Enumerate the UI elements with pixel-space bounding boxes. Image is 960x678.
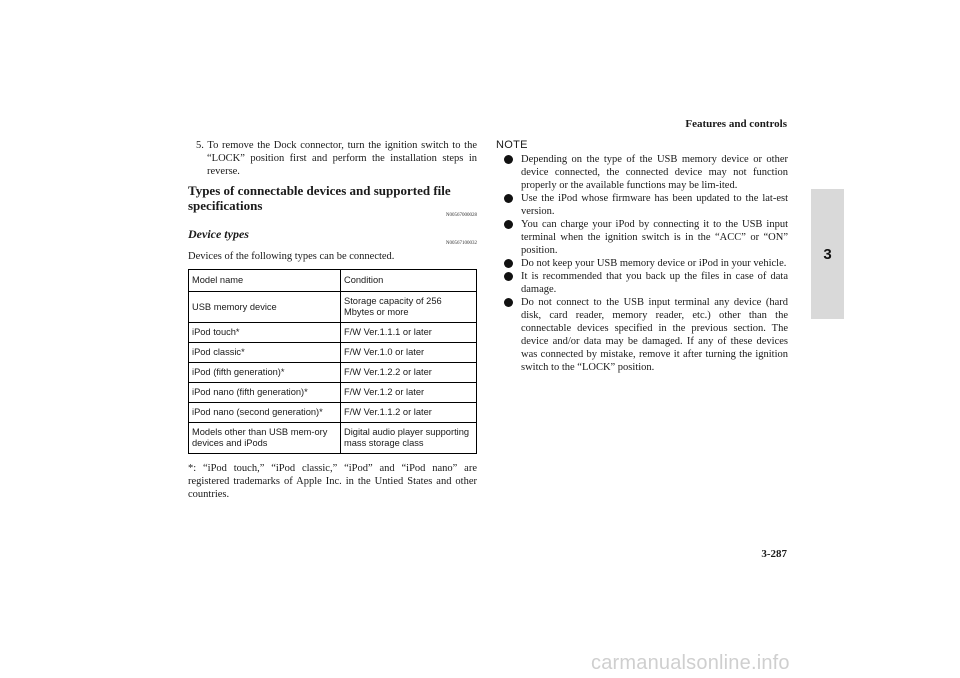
table-row [189,323,477,343]
device-spec-table [188,269,477,454]
list-item [496,270,788,296]
table-row [189,383,477,403]
table-cell-condition: Digital audio player supporting mass storage class [341,423,477,454]
bullet-icon [504,272,513,281]
note-text: Do not keep your USB memory device or iPod in your vehicle. [521,258,787,269]
table-cell-model: iPod (fifth generation)* [189,363,341,383]
page-header-title: Features and controls [685,118,787,130]
table-cell-model: iPod nano (second generation)* [189,403,341,423]
column-header-condition: Condition [341,270,477,292]
note-text: Do not connect to the USB input terminal any device (hard disk, card reader, memory reader, etc.) other than the connectable devices specified in the previous section. The device and/or data may be damaged. If any of these devices was connected by mistake, remove it after turning the ignition switch to the “LOCK” position. [521,297,788,373]
section-title: Types of connectable devices and supported file specifications [188,183,451,213]
table-cell-model: USB memory device [189,292,341,323]
note-text: It is recommended that you back up the files in case of data damage. [521,271,788,295]
note-list [496,153,788,374]
table-row [189,292,477,323]
list-item [496,296,788,374]
left-column [188,139,477,512]
bullet-icon [504,259,513,268]
step-5-text: 5. To remove the Dock connector, turn the ignition switch to the “LOCK” position first and perform the installation steps in reverse. [196,140,477,177]
bullet-icon [504,194,513,203]
table-row [189,403,477,423]
table-cell-condition: F/W Ver.1.1.1 or later [341,323,477,343]
table-cell-condition: F/W Ver.1.1.2 or later [341,403,477,423]
list-item [496,192,788,218]
section-code: N00567000028 [445,213,477,218]
list-item [496,153,788,192]
table-cell-condition: F/W Ver.1.2.2 or later [341,363,477,383]
list-item [496,257,788,270]
watermark: carmanualsonline.info [591,652,790,674]
note-text: You can charge your iPod by connecting it to the USB input terminal when the ignition switch is in the “ACC” or “ON” position. [521,219,788,256]
table-cell-condition: Storage capacity of 256 Mbytes or more [341,292,477,323]
device-types-code: N00567100032 [445,241,477,246]
right-column [496,139,788,374]
column-header-model: Model name [189,270,341,292]
device-types-title: Device types [188,227,249,241]
note-text: Use the iPod whose firmware has been updated to the lat-est version. [521,193,788,217]
table-cell-model: Models other than USB mem-ory devices and iPods [189,423,341,454]
bullet-icon [504,155,513,164]
table-header-row [189,270,477,292]
page-number: 3-287 [761,548,787,560]
list-item [496,218,788,257]
table-cell-condition: F/W Ver.1.2 or later [341,383,477,403]
device-types-intro: Devices of the following types can be connected. [188,251,395,262]
note-title: NOTE [496,139,528,151]
table-row [189,423,477,454]
chapter-tab: 3 [811,189,844,319]
table-cell-model: iPod classic* [189,343,341,363]
bullet-icon [504,298,513,307]
table-cell-model: iPod touch* [189,323,341,343]
table-row [189,363,477,383]
bullet-icon [504,220,513,229]
table-row [189,343,477,363]
table-cell-model: iPod nano (fifth generation)* [189,383,341,403]
table-cell-condition: F/W Ver.1.0 or later [341,343,477,363]
note-text: Depending on the type of the USB memory device or other device connected, the connected device may not function properly or the available functions may be lim-ited. [521,154,788,191]
trademark-footnote: *: “iPod touch,” “iPod classic,” “iPod” and “iPod nano” are registered trademarks of Apple Inc. in the Untied States and other countries. [188,463,477,500]
